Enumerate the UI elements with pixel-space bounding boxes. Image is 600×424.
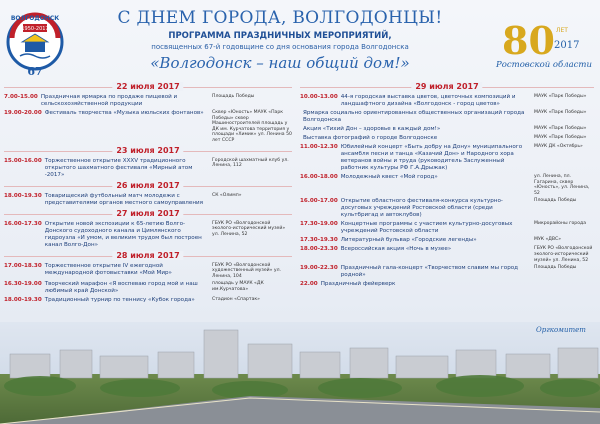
date-heading <box>300 82 594 93</box>
event-place: площадь у МАУК «ДК им.Курчатова» <box>212 281 264 292</box>
event-time: 17.30-19.30 <box>300 237 338 244</box>
event-row <box>300 110 594 124</box>
event-place: ул. Ленина, пл. Гагарина, сквер «Юность», ул. Ленина, 52 <box>534 174 590 196</box>
schedule-left-column <box>4 82 292 306</box>
event-time: 18.00-23.30 <box>300 246 338 253</box>
date-label: 28 июля 2017 <box>112 251 183 260</box>
event-place: ГБУК РО «Волгодонской художественный музей» ул. Ленина, 104 <box>212 262 282 279</box>
event-row <box>4 281 292 295</box>
emblem-years: 1950-2017 <box>21 26 49 32</box>
event-place: МАУК «Парк Победы» <box>534 94 587 99</box>
event-title: 44-я городская выставка цветов, цветочных композиций и ландшафтного дизайна «Волгодонск - город цветов» <box>340 94 516 107</box>
event-row <box>300 237 594 244</box>
event-place: МАУК «Парк Победы» <box>534 135 587 140</box>
emblem-number: 67 <box>27 65 43 78</box>
event-title: Торжественное открытие XXXV традиционного открытого шахматного фестиваля «Мирный атом -2017» <box>44 157 193 178</box>
event-row <box>4 297 292 304</box>
event-title: Концертные программы с участием культурно-досуговых учреждений Ростовской области <box>340 221 513 235</box>
event-row <box>300 135 594 142</box>
event-row <box>4 193 292 207</box>
event-title: Акция «Тихий Дон – здоровье в каждый дом!» <box>303 126 441 132</box>
event-title: Всероссийская акция «Ночь в музее» <box>340 246 452 253</box>
event-time: 16.00-18.00 <box>300 174 338 180</box>
event-title: Торжественное открытие IV ежегодной международной фотовыставки «Мой Мир» <box>44 262 172 276</box>
date-heading <box>4 146 292 157</box>
event-row <box>4 263 292 280</box>
event-title: Литературный бульвар «Городские легенды» <box>340 237 477 244</box>
city-panorama-photo <box>0 322 600 424</box>
event-place: Сквер «Юность» МАУК «Парк Победы» сквер Машиностроителей площадь у ДК им. Курчатова территория у площади «Химик» ул. Ленина 50 лет СССР <box>212 110 292 143</box>
header-slogan: «Волгодонск – наш общий дом!» <box>150 54 410 72</box>
event-row <box>300 94 594 108</box>
event-place: ГБУК РО «Волгодонской эколого-исторический музей» ул. Ленина, 52 <box>212 220 286 237</box>
event-row <box>300 265 594 279</box>
event-time: 11.00-12.30 <box>300 144 338 150</box>
jubilee-year: 2017 <box>554 40 580 51</box>
date-heading <box>4 181 292 192</box>
jubilee-superscript: ЛЕТ <box>556 27 568 34</box>
date-heading <box>4 209 292 220</box>
event-time: 7.00-15.00 <box>4 94 38 100</box>
event-title: Фестиваль творчества «Музыка июльских фонтанов» <box>44 110 204 116</box>
volgodonsk-emblem <box>6 8 64 80</box>
event-time: 18.00-19.30 <box>4 192 42 199</box>
event-title: Выставка фотографий о городе Волгодонске <box>303 135 438 141</box>
event-row <box>4 94 292 108</box>
event-title: Праздничный гала-концерт «Творчеством славим мы город родной» <box>340 265 519 279</box>
event-time: 22.00 <box>300 281 318 288</box>
event-title: Открытие новой экспозиции к 65-летию Волго-Донского судоходного канала и Цимлянского гидроузла «И умом, и великим трудом был построен канал Волго-Дон» <box>44 220 202 248</box>
header-program-title: ПРОГРАММА ПРАЗДНИЧНЫХ МЕРОПРИЯТИЙ, <box>168 31 392 41</box>
date-label: 29 июля 2017 <box>411 82 482 91</box>
event-row <box>4 221 292 249</box>
date-label: 22 июля 2017 <box>112 82 183 91</box>
jubilee-region: Ростовской области <box>496 60 592 70</box>
event-place: Площадь Победы <box>534 265 577 271</box>
event-row <box>300 281 594 288</box>
event-title: Праздничная ярмарка по продаже пищевой и сельскохозяйственной продукции <box>40 94 178 107</box>
event-place: МУК «ДВС» <box>534 237 562 243</box>
date-label: 27 июля 2017 <box>112 209 183 218</box>
event-place: МАУК «Парк Победы» <box>534 110 587 115</box>
event-time: 18.00-19.30 <box>4 297 42 304</box>
organizer-label: Оргкомитет <box>536 326 586 334</box>
event-row <box>300 246 594 263</box>
event-title: Творческий марафон «Я воспеваю город мой и наш любимый край Донской» <box>44 281 198 295</box>
event-time: 17.30-19.00 <box>300 221 338 228</box>
event-time: 19.00-22.30 <box>300 265 338 272</box>
schedule-right-column <box>300 82 594 290</box>
event-row <box>300 221 594 235</box>
header-program-subtitle: посвященных 67-й годовщине со дня основания города Волгодонска <box>151 43 409 51</box>
event-place: ГБУК РО «Волгодонской эколого-исторический музей» ул. Ленина, 52 <box>534 246 593 263</box>
event-row <box>300 126 594 133</box>
date-heading <box>4 82 292 93</box>
event-title: Юбилейный концерт «Быть добру на Дону» муниципального ансамбля песни и танца «Казачий Дон» и Народного хора ветеранов войны и труда (руководитель Заслуженный работник культуры РФ Г.А.Дрыжак) <box>340 144 523 171</box>
event-row <box>300 174 594 196</box>
event-place: СК «Олимп» <box>212 192 242 198</box>
event-place: Городской шахматный клуб ул. Ленина, 112 <box>212 157 289 169</box>
event-title: Открытие областного фестиваля-конкурса культурно-досуговых учреждений Ростовской области (среди культбригад и автоклубов) <box>340 198 503 219</box>
event-place: МАУК «Парк Победы» <box>534 126 587 131</box>
event-row <box>4 110 292 144</box>
event-row <box>300 198 594 219</box>
event-place: Площадь Победы <box>534 198 577 204</box>
event-time: 19.00-20.00 <box>4 110 42 116</box>
event-time: 16.00-17.30 <box>4 220 42 227</box>
event-row <box>300 144 594 172</box>
event-title: Праздничный фейерверк <box>320 281 396 288</box>
date-label: 23 июля 2017 <box>112 146 183 155</box>
event-time: 16.00-17.00 <box>300 198 338 205</box>
header-greeting: С ДНЕМ ГОРОДА, ВОЛГОДОНЦЫ! <box>117 8 443 28</box>
event-place: Стадион «Спартак» <box>212 297 260 303</box>
event-place: МАУК ДК «Октябрь» <box>534 144 583 149</box>
event-time: 17.00-18.30 <box>4 262 42 269</box>
event-title: Ярмарка социально ориентированных общественных организаций города Волгодонска <box>303 110 525 123</box>
date-label: 26 июля 2017 <box>112 181 183 190</box>
event-time: 15.00-16.00 <box>4 157 42 164</box>
event-time: 16.30-19.00 <box>4 281 42 288</box>
jubilee-number: 80 <box>502 18 555 63</box>
date-heading <box>4 251 292 262</box>
event-row <box>4 158 292 179</box>
event-place: Микрорайоны города <box>534 221 587 227</box>
emblem-arc-text: ВОЛГОДОНСК <box>10 15 60 22</box>
event-place: Площадь Победы <box>212 94 255 99</box>
event-title: Товарищеский футбольный матч молодежи с представителями органов местного самоуправления <box>44 192 203 206</box>
event-title: Традиционный турнир по теннису «Кубок города» <box>44 297 195 304</box>
event-time: 10.00-13.00 <box>300 94 338 100</box>
event-title: Молодежный квест «Мой город» <box>340 174 438 180</box>
